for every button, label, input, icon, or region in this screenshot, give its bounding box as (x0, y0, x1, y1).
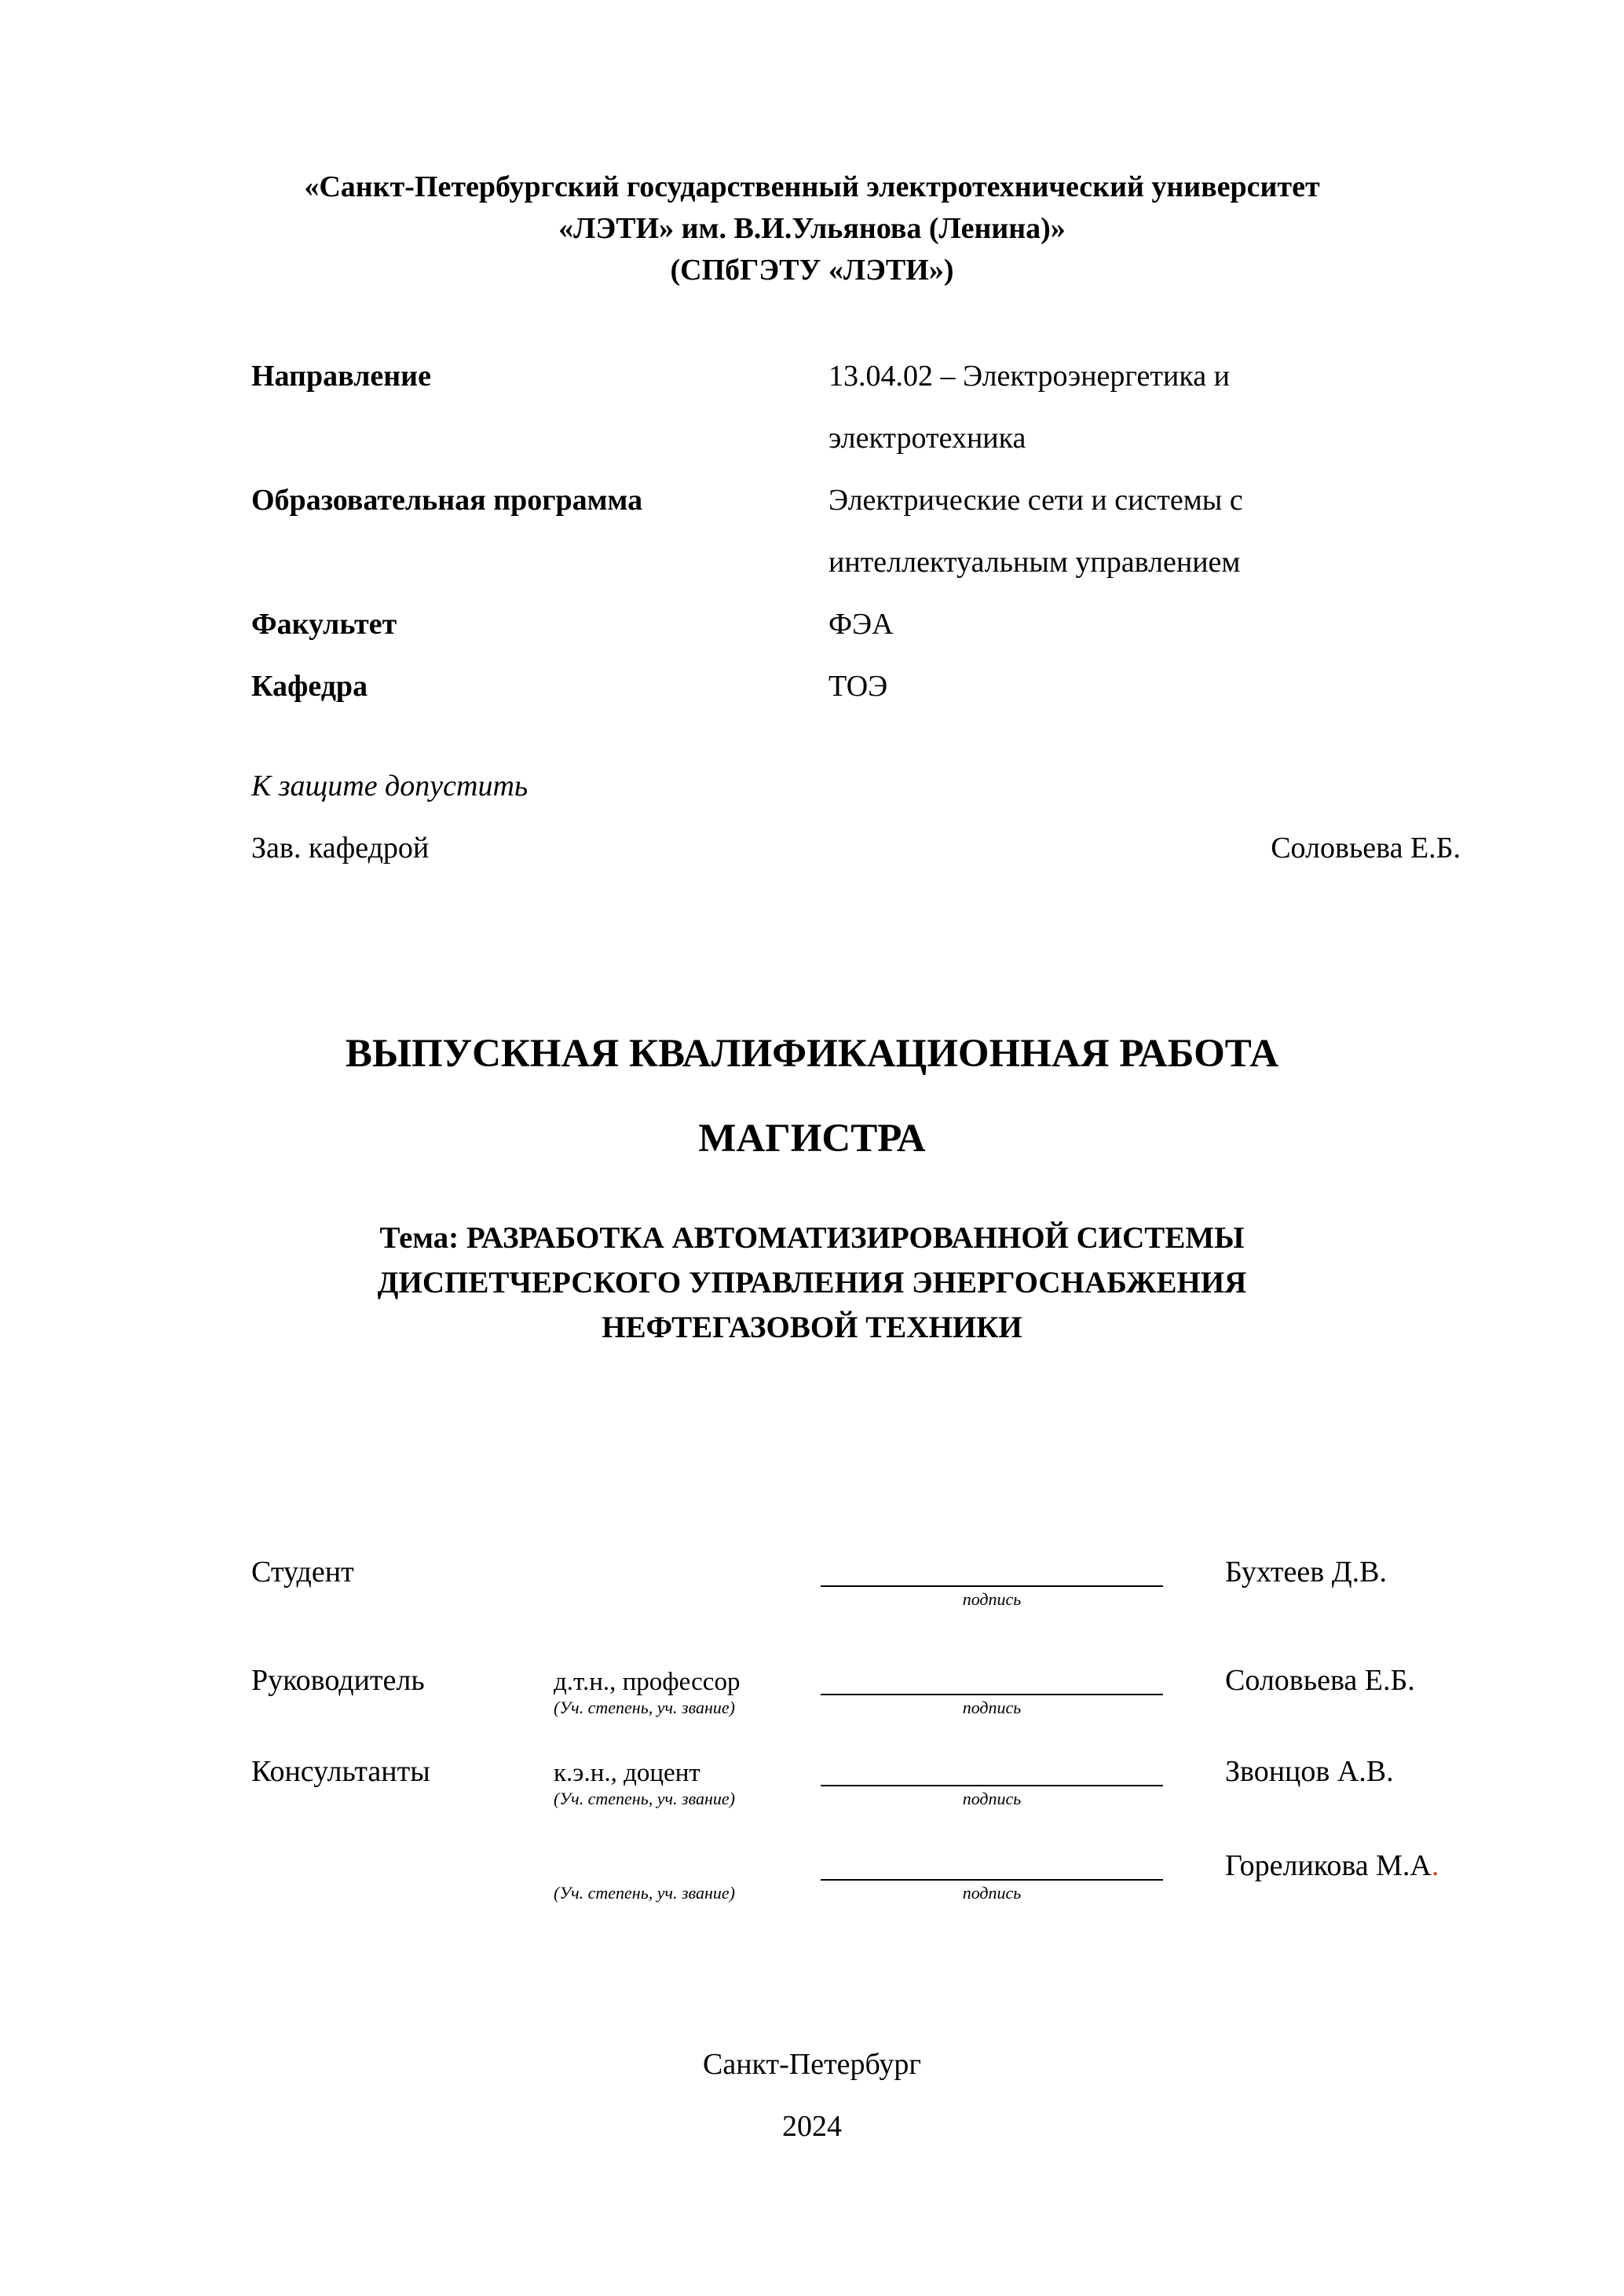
signature-row-consultant-1 (251, 1747, 1523, 1810)
program-info (251, 345, 1347, 718)
department-head-row (251, 817, 1461, 879)
signature-row-student (251, 1548, 1523, 1610)
consultant2-degree (554, 1841, 821, 1904)
work-degree-title: МАГИСТРА (698, 1117, 926, 1161)
info-label-department: Кафедра (251, 670, 368, 703)
student-name (1225, 1548, 1523, 1610)
info-value-department: ТОЭ (828, 670, 888, 703)
work-type-title: ВЫПУСКНАЯ КВАЛИФИКАЦИОННАЯ РАБОТА (345, 1032, 1279, 1076)
consultant2-name-period: . (1431, 1849, 1439, 1882)
supervisor-role (251, 1656, 554, 1719)
signature-caption: подпись (962, 1883, 1022, 1903)
signer-name: Гореликова М.А (1225, 1849, 1432, 1882)
approval-section (251, 755, 1461, 879)
info-label-program: Образовательная программа (251, 484, 643, 517)
signature-caption: подпись (962, 1589, 1022, 1609)
university-name-line-1: «Санкт-Петербургский государственный электротехнический университет (304, 170, 1320, 203)
degree-caption: (Уч. степень, уч. звание) (554, 1698, 735, 1717)
signature-block (251, 1548, 1523, 1904)
work-title (0, 1011, 1624, 1181)
signature-caption: подпись (962, 1789, 1022, 1808)
student-role (251, 1548, 554, 1610)
theme-line-3: НЕФТЕГАЗОВОЙ ТЕХНИКИ (602, 1311, 1022, 1344)
signature-line (821, 1844, 1163, 1881)
info-label-faculty: Факультет (251, 608, 397, 641)
consultant2-role (251, 1841, 554, 1904)
department-head-name: Соловьева Е.Б. (1271, 832, 1461, 865)
signature-line (821, 1750, 1163, 1786)
degree-caption: (Уч. степень, уч. звание) (554, 1789, 735, 1808)
signature-line (821, 1659, 1163, 1695)
university-header (0, 166, 1624, 291)
supervisor-signature (821, 1656, 1225, 1719)
consultant2-signature (821, 1841, 1225, 1904)
consultant1-name (1225, 1747, 1523, 1810)
student-signature (821, 1548, 1225, 1610)
admit-note: К защите допустить (251, 770, 529, 803)
signature-caption: подпись (962, 1698, 1022, 1717)
university-abbreviation: (СПбГЭТУ «ЛЭТИ») (670, 254, 954, 287)
degree-text: д.т.н., профессор (554, 1668, 741, 1696)
degree-text: к.э.н., доцент (554, 1759, 700, 1787)
info-value-program: Электрические сети и системы с интеллектуальным управлением (828, 484, 1243, 579)
year: 2024 (782, 2110, 842, 2143)
supervisor-name (1225, 1656, 1523, 1719)
role-label: Руководитель (251, 1664, 425, 1697)
department-head-label: Зав. кафедрой (251, 832, 430, 865)
university-name-line-2: «ЛЭТИ» им. В.И.Ульянова (Ленина)» (558, 212, 1066, 245)
role-label: Студент (251, 1556, 354, 1589)
city-name: Санкт-Петербург (702, 2048, 922, 2081)
consultant1-degree (554, 1747, 821, 1810)
theme-line-1: Тема: РАЗРАБОТКА АВТОМАТИЗИРОВАННОЙ СИСТЕМЫ (379, 1221, 1245, 1255)
signature-row-supervisor (251, 1656, 1523, 1719)
degree-caption: (Уч. степень, уч. звание) (554, 1883, 735, 1903)
student-degree (554, 1548, 821, 1610)
signer-name: Бухтеев Д.В. (1225, 1556, 1387, 1589)
signer-name: Соловьева Е.Б. (1225, 1664, 1415, 1697)
theme-line-2: ДИСПЕТЧЕРСКОГО УПРАВЛЕНИЯ ЭНЕРГОСНАБЖЕНИЯ (377, 1266, 1247, 1300)
info-value-faculty: ФЭА (828, 608, 894, 641)
info-value-direction: 13.04.02 – Электроэнергетика и электротехника (828, 360, 1230, 455)
signature-line (821, 1551, 1163, 1587)
signer-name: Звонцов А.В. (1225, 1755, 1394, 1788)
signature-row-consultant-2 (251, 1841, 1523, 1904)
consultant1-signature (821, 1747, 1225, 1810)
thesis-theme (0, 1216, 1624, 1350)
consultant2-name (1225, 1841, 1523, 1904)
consultants-role (251, 1747, 554, 1810)
document-footer (0, 2034, 1624, 2158)
supervisor-degree (554, 1656, 821, 1719)
role-label: Консультанты (251, 1755, 430, 1788)
info-label-direction: Направление (251, 360, 431, 393)
